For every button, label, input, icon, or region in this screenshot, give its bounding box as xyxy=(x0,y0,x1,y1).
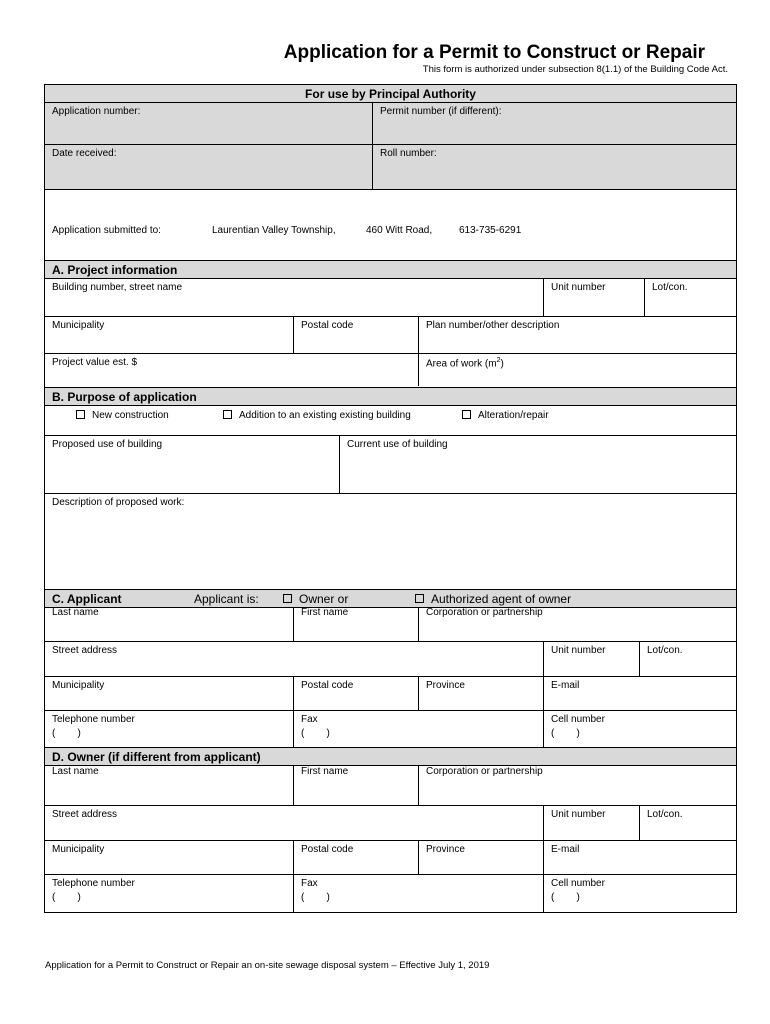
d-province-field[interactable]: Province xyxy=(426,844,465,855)
d-lot-con-field[interactable]: Lot/con. xyxy=(647,809,683,820)
checkbox-icon[interactable] xyxy=(415,594,424,603)
postal-code-field[interactable]: Postal code xyxy=(301,320,354,331)
d-last-name-field[interactable]: Last name xyxy=(52,766,99,777)
description-field[interactable]: Description of proposed work: xyxy=(52,497,185,508)
d-postal-code-field[interactable]: Postal code xyxy=(301,844,354,855)
d-unit-number-field[interactable]: Unit number xyxy=(551,809,606,820)
d-email-field[interactable]: E-mail xyxy=(551,844,580,855)
authority-heading: For use by Principal Authority xyxy=(305,87,476,101)
plan-number-field[interactable]: Plan number/other description xyxy=(426,320,560,331)
c-cell-field[interactable]: Cell number ( ) xyxy=(551,714,605,739)
form-subtitle: This form is authorized under subsection 8(1.1) of the Building Code Act. xyxy=(422,64,728,75)
d-first-name-field[interactable]: First name xyxy=(301,766,349,777)
option-addition[interactable]: Addition to an existing existing building xyxy=(223,410,411,421)
building-street-field[interactable]: Building number, street name xyxy=(52,282,183,293)
c-last-name-field[interactable]: Last name xyxy=(52,607,99,618)
project-value-field[interactable]: Project value est. $ xyxy=(52,357,138,368)
c-unit-number-field[interactable]: Unit number xyxy=(551,645,606,656)
section-b-heading: B. Purpose of application xyxy=(45,388,736,405)
c-municipality-field[interactable]: Municipality xyxy=(52,680,105,691)
current-use-field[interactable]: Current use of building xyxy=(347,439,448,450)
checkbox-icon[interactable] xyxy=(283,594,292,603)
d-corporation-field[interactable]: Corporation or partnership xyxy=(426,766,543,777)
c-postal-code-field[interactable]: Postal code xyxy=(301,680,354,691)
municipality-field[interactable]: Municipality xyxy=(52,320,105,331)
page-footer: Application for a Permit to Construct or Repair an on-site sewage disposal system – Effective July 1, 2019 xyxy=(45,960,490,971)
date-received-field[interactable]: Date received: xyxy=(52,148,117,159)
area-of-work-field[interactable]: Area of work $(m^2)$ xyxy=(426,357,504,370)
section-d-heading: D. Owner (if different from applicant) xyxy=(45,748,736,765)
d-street-address-field[interactable]: Street address xyxy=(52,809,118,820)
applicant-is-label: Applicant is: xyxy=(194,592,259,606)
section-c-heading: C. Applicant Applicant is: Owner or Authorized agent of owner xyxy=(45,590,736,607)
c-province-field[interactable]: Province xyxy=(426,680,465,691)
c-first-name-field[interactable]: First name xyxy=(301,607,349,618)
c-email-field[interactable]: E-mail xyxy=(551,680,580,691)
submitted-to-phone: 613-735-6291 xyxy=(459,225,522,236)
permit-number-field[interactable]: Permit number (if different): xyxy=(380,106,502,117)
c-telephone-field[interactable]: Telephone number ( ) xyxy=(52,714,135,739)
roll-number-field[interactable]: Roll number: xyxy=(380,148,437,159)
d-municipality-field[interactable]: Municipality xyxy=(52,844,105,855)
option-agent[interactable]: Authorized agent of owner xyxy=(415,592,571,606)
d-fax-field[interactable]: Fax ( ) xyxy=(301,878,330,903)
lot-con-field[interactable]: Lot/con. xyxy=(652,282,688,293)
c-corporation-field[interactable]: Corporation or partnership xyxy=(426,607,543,618)
option-alteration[interactable]: Alteration/repair xyxy=(462,410,549,421)
proposed-use-field[interactable]: Proposed use of building xyxy=(52,439,163,450)
section-a-heading: A. Project information xyxy=(45,261,736,278)
submitted-to-label: Application submitted to: xyxy=(52,225,161,236)
c-fax-field[interactable]: Fax ( ) xyxy=(301,714,330,739)
submitted-to-address: 460 Witt Road, xyxy=(366,225,433,236)
option-owner[interactable]: Owner or xyxy=(283,592,348,606)
checkbox-icon[interactable] xyxy=(223,410,232,419)
d-telephone-field[interactable]: Telephone number ( ) xyxy=(52,878,135,903)
option-new-construction[interactable]: New construction xyxy=(76,410,169,421)
submitted-to-name: Laurentian Valley Township, xyxy=(212,225,336,236)
unit-number-field[interactable]: Unit number xyxy=(551,282,606,293)
c-street-address-field[interactable]: Street address xyxy=(52,645,118,656)
d-cell-field[interactable]: Cell number ( ) xyxy=(551,878,605,903)
form-title: Application for a Permit to Construct or Repair xyxy=(283,42,705,63)
checkbox-icon[interactable] xyxy=(462,410,471,419)
c-lot-con-field[interactable]: Lot/con. xyxy=(647,645,683,656)
checkbox-icon[interactable] xyxy=(76,410,85,419)
application-number-field[interactable]: Application number: xyxy=(52,106,141,117)
